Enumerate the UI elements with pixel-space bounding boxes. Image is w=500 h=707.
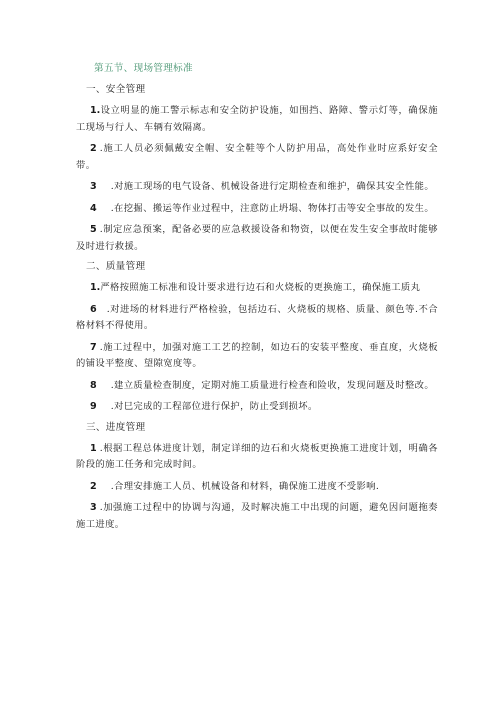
item-text: .对进场的材料进行严格检验，包括边石、火烧板的规格、质量、颜色等.不合格材料不得使用。 (76, 303, 438, 331)
paragraph (76, 201, 438, 218)
heading-schedule: 三、进度管理 (86, 421, 146, 433)
item-number: 1. (90, 282, 101, 293)
item-text: .制定应急预案，配备必要的应急救援设备和物资，以便在发生安全事故时能够及时进行救援。 (76, 224, 438, 252)
item-number: 6 (90, 303, 97, 315)
section-title: 第五节、现场管理标准 (94, 63, 193, 74)
item-number: 7 (90, 341, 97, 353)
item-text: .加强施工过程中的协调与沟通，及时解决施工中出现的问题，避免因问题拖奏施工进度。 (76, 502, 438, 530)
paragraph (76, 222, 438, 255)
heading-quality: 二、质量管理 (86, 261, 146, 272)
item-text: .施工人员必须佩戴安全帽、安全鞋等个人防护用品，高处作业时应系好安全带。 (76, 143, 438, 171)
paragraph (76, 340, 438, 373)
item-text: .建立质量检查制度，定期对施工质量进行检查和险收，发现问题及时整改。 (110, 379, 435, 391)
paragraph (76, 441, 438, 474)
item-number: 5 (90, 224, 97, 235)
item-number: 1. (90, 105, 101, 116)
item-text: .在挖掘、搬运等作业过程中，注意防止坍塌、物体打击等安全事故的发生。 (110, 202, 435, 214)
item-text: .施工过程中，加强对施工工艺的控制，如边石的安装平整度、垂直度，火烧板的铺设平整度、望隙宽度等。 (76, 341, 438, 369)
item-text: 设立明显的施工警示标志和安全防护设施，如围挡、路障、警示灯等，确保施工现场与行人、车辆有效隔离。 (76, 105, 438, 133)
paragraph (76, 399, 438, 416)
item-text: .对巳完成的工程部位进行保护，防止受到损坏。 (110, 401, 318, 412)
document-body (76, 62, 438, 538)
item-number: 3 (90, 502, 97, 513)
item-text: .合理安排施工人员、机械设备和材料，确保施工进度不受影响. (110, 480, 380, 492)
paragraph (76, 479, 438, 496)
item-number: 3 (90, 181, 97, 192)
item-number: 2 (90, 143, 97, 154)
item-text: 严格按照施工标准和设计要求进行边石和火烧板的更换施工，确保施工质丸 (100, 282, 421, 293)
item-number: 2 (90, 480, 97, 492)
item-text: .对施工现场的电气设备、机械设备进行定期检查和维护，确保其安全性能。 (110, 181, 435, 192)
item-number: 9 (90, 401, 97, 412)
paragraph (76, 141, 438, 174)
paragraph (76, 179, 438, 196)
item-number: 4 (90, 202, 97, 214)
paragraph (76, 378, 438, 395)
paragraph (76, 500, 438, 533)
heading-safety: 一、安全管理 (86, 84, 146, 95)
paragraph (76, 103, 438, 136)
paragraph (76, 302, 438, 335)
item-number: 8 (90, 379, 97, 391)
item-text: .根据工程总体进度计划，制定详细的边石和火烧板更换施工进度计划，明确各阶段的施工任务和完成时间。 (76, 442, 438, 470)
item-number: 1 (90, 442, 97, 454)
paragraph (76, 280, 438, 297)
